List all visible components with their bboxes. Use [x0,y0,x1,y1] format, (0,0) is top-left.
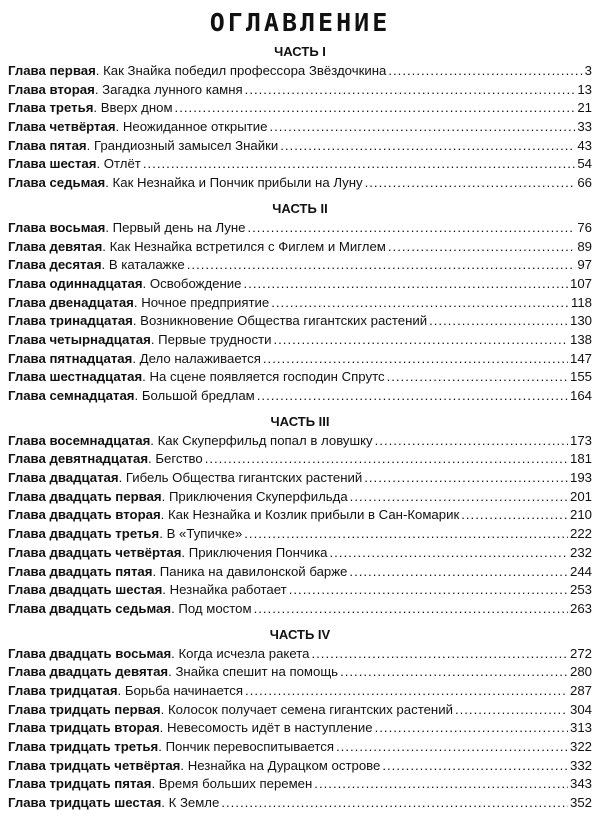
chapter-label: Глава тринадцатая [8,313,133,329]
chapter-label: Глава девятнадцатая [8,451,149,467]
page-number: 138 [569,331,592,347]
chapter-title: Колосок получает семена гигантских растений [167,701,453,717]
toc-entry[interactable] [8,275,592,294]
chapter-label: Глава двадцать девятая [8,664,169,680]
part-heading: ЧАСТЬ I [274,44,326,59]
page-number: 287 [569,682,592,698]
toc-entry[interactable] [8,682,592,701]
page-number: 222 [569,526,592,542]
chapter-title: Ночное предприятие [141,294,270,310]
label-separator: . [150,432,158,448]
label-separator: . [134,388,142,403]
toc-entry[interactable] [8,174,592,193]
label-separator: . [133,294,142,310]
chapter-label: Глава третья [8,100,94,116]
label-separator: . [161,795,169,811]
page-number: 343 [569,776,592,792]
toc-entry[interactable] [8,256,592,275]
toc-entry[interactable] [8,118,592,137]
label-separator: . [158,739,166,754]
toc-entry[interactable] [8,350,592,369]
page-number: 147 [569,350,592,366]
label-separator: . [95,63,104,78]
dot-leader [429,312,568,331]
chapter-label: Глава двадцать шестая [8,582,163,598]
chapter-label: Глава восьмая [8,219,106,235]
page-number: 118 [570,294,592,310]
chapter-title: Как Скуперфильд попал в ловушку [157,432,373,448]
page-number: 263 [569,600,592,616]
chapter-label: Глава двадцать вторая [8,507,161,523]
label-separator: . [93,100,101,116]
toc-body [8,42,592,813]
toc-entry[interactable] [8,663,592,682]
page-number: 332 [569,757,592,773]
page-number: 97 [577,257,592,273]
page-number: 280 [569,664,592,680]
chapter-title: Как Незнайка встретился с Фиглем и Миглем [109,238,386,254]
label-separator: . [171,600,179,616]
chapter-title: В «Тупичке» [166,526,243,542]
dot-leader [244,275,568,294]
toc-entry[interactable] [8,701,592,720]
label-separator: . [159,526,167,542]
toc-entry[interactable] [8,387,592,406]
toc-entry[interactable] [8,738,592,757]
chapter-title: Как Знайка победил профессора Звёздочкина [103,63,387,78]
page-number: 107 [569,275,592,291]
toc-entry[interactable] [8,775,592,794]
dot-leader [350,488,568,507]
label-separator: . [86,137,94,153]
chapter-label: Глава двадцатая [8,470,119,486]
label-separator: . [171,645,179,661]
chapter-title: Вверх дном [100,100,173,116]
chapter-title: Невесомость идёт в наступление [166,720,373,736]
page-number: 3 [584,63,592,78]
page-number: 76 [577,219,592,235]
chapter-title: Время больших перемен [158,776,313,792]
label-separator: . [180,757,188,773]
chapter-label: Глава тридцатая [8,682,118,698]
dot-leader [289,581,568,600]
chapter-title: Борьба начинается [124,682,244,698]
dot-leader [273,331,568,350]
toc-entry[interactable] [8,294,592,313]
dot-leader [330,544,568,563]
page-number: 33 [577,119,592,135]
label-separator: . [168,664,176,680]
chapter-title: Отлёт [103,156,141,172]
dot-leader [247,219,575,238]
dot-leader [375,432,568,451]
chapter-label: Глава двадцать первая [8,488,162,504]
chapter-label: Глава шестнадцатая [8,369,143,385]
label-separator: . [162,582,170,598]
toc-entry[interactable] [8,757,592,776]
label-separator: . [94,81,103,97]
label-separator: . [150,331,159,347]
dot-leader [245,682,568,701]
label-separator: . [142,275,150,291]
chapter-title: Первый день на Луне [112,219,246,235]
dot-leader [245,81,576,100]
page-number: 210 [569,507,592,523]
chapter-title: Гибель Общества гигантских растений [125,470,363,486]
page-number: 164 [569,388,592,403]
chapter-label: Глава двенадцатая [8,294,134,310]
chapter-label: Глава одиннадцатая [8,275,143,291]
chapter-title: Большой бредлам [141,388,255,403]
toc-entry[interactable] [8,155,592,174]
chapter-title: В каталажке [108,257,185,273]
chapter-label: Глава пятнадцатая [8,350,133,366]
label-separator: . [117,682,125,698]
page-number: 21 [577,100,592,116]
toc-entry[interactable] [8,432,592,451]
chapter-title: Как Незнайка и Козлик прибыли в Сан-Комарик [168,507,460,523]
chapter-label: Глава первая [8,63,96,78]
dot-leader [455,701,568,720]
chapter-label: Глава вторая [8,81,95,97]
dot-leader [244,525,568,544]
chapter-label: Глава двадцать восьмая [8,645,172,661]
page-number: 253 [569,582,592,598]
dot-leader [365,174,576,193]
page-number: 244 [569,563,592,579]
part-heading: ЧАСТЬ IV [269,626,331,642]
dot-leader [336,738,568,757]
chapter-label: Глава семнадцатая [8,388,135,403]
chapter-title: К Земле [168,795,220,811]
chapter-title: Когда исчезла ракета [178,645,310,661]
toc-entry[interactable] [8,219,592,238]
toc-entry[interactable] [8,81,592,100]
label-separator: . [160,507,168,523]
toc-entry[interactable] [8,469,592,488]
chapter-title: Загадка лунного камня [102,81,243,97]
label-separator: . [101,257,109,273]
chapter-label: Глава четырнадцатая [8,331,151,347]
dot-leader [271,294,569,313]
page-number: 173 [569,432,592,448]
toc-entry[interactable] [8,331,592,350]
chapter-title: Освобождение [149,275,242,291]
chapter-label: Глава четвёртая [8,119,116,135]
toc-entry[interactable] [8,99,592,118]
chapter-title: Бегство [155,451,203,467]
dot-leader [388,238,575,257]
page-number: 66 [577,175,592,191]
dot-leader [382,757,568,776]
dot-leader [143,155,575,174]
chapter-label: Глава двадцать пятая [8,563,153,579]
dot-leader [349,563,568,582]
dot-leader [461,506,568,525]
label-separator: . [132,350,140,366]
toc-entry[interactable] [8,312,592,331]
dot-leader [205,450,568,469]
dot-leader [340,663,568,682]
label-separator: . [132,313,141,329]
chapter-label: Глава седьмая [8,175,106,191]
toc-entry[interactable] [8,506,592,525]
chapter-title: Как Незнайка и Пончик прибыли на Луну [112,175,363,191]
page-title: ОГЛАВЛЕНИЕ [209,8,391,37]
toc-entry[interactable] [8,525,592,544]
page-number: 352 [569,795,592,811]
label-separator: . [152,563,160,579]
toc-entry[interactable] [8,645,592,664]
page-number: 313 [569,720,592,736]
dot-leader [387,368,568,387]
chapter-label: Глава двадцать четвёртая [8,544,182,560]
chapter-title: Неожиданное открытие [122,119,268,135]
dot-leader [269,118,575,137]
dot-leader [175,99,576,118]
chapter-title: Приключения Скуперфильда [168,488,348,504]
part-heading: ЧАСТЬ III [270,413,330,429]
chapter-label: Глава тридцать пятая [8,776,152,792]
chapter-label: Глава двадцать седьмая [8,600,172,616]
label-separator: . [181,544,189,560]
page-number: 304 [569,701,592,717]
label-separator: . [148,451,156,467]
page-number: 155 [569,369,592,385]
dot-leader [311,645,568,664]
toc-entry[interactable] [8,719,592,738]
chapter-label: Глава тридцать шестая [8,795,162,811]
label-separator: . [115,119,123,135]
chapter-label: Глава тридцать третья [8,739,159,754]
page-number: 13 [577,81,592,97]
page-number: 89 [577,238,592,254]
label-separator: . [102,238,110,254]
page-number: 54 [577,156,592,172]
chapter-label: Глава тридцать первая [8,701,161,717]
dot-leader [314,775,568,794]
label-separator: . [118,470,126,486]
toc-entry[interactable] [8,488,592,507]
label-separator: . [105,219,113,235]
toc-entry[interactable] [8,62,592,81]
chapter-label: Глава пятая [8,137,87,153]
toc-entry[interactable] [8,544,592,563]
chapter-title: Незнайка работает [169,582,287,598]
toc-entry[interactable] [8,600,592,619]
chapter-title: Дело налаживается [139,350,261,366]
toc-entry[interactable] [8,581,592,600]
dot-leader [257,387,568,406]
dot-leader [280,137,575,156]
page-number: 193 [569,470,592,486]
chapter-title: Пончик перевоспитывается [165,739,334,754]
chapter-label: Глава восемнадцатая [8,432,151,448]
dot-leader [254,600,568,619]
chapter-label: Глава тридцать вторая [8,720,160,736]
toc-entry[interactable] [8,238,592,257]
page-number: 322 [569,739,592,754]
chapter-label: Глава девятая [8,238,103,254]
label-separator: . [160,701,168,717]
page-number: 201 [569,488,592,504]
toc-entry[interactable] [8,563,592,582]
dot-leader [263,350,568,369]
chapter-title: Грандиозный замысел Знайки [93,137,279,153]
toc-entry[interactable] [8,137,592,156]
page-number: 181 [569,451,592,467]
chapter-label: Глава тридцать четвёртая [8,757,181,773]
page-number: 272 [569,645,592,661]
toc-entry[interactable] [8,794,592,813]
dot-leader [364,469,568,488]
chapter-label: Глава шестая [8,156,97,172]
chapter-title: Паника на давилонской барже [159,563,348,579]
chapter-title: На сцене появляется господин Спрутс [149,369,385,385]
dot-leader [375,719,568,738]
toc-entry[interactable] [8,368,592,387]
chapter-title: Знайка спешит на помощь [175,664,339,680]
toc-entry[interactable] [8,450,592,469]
dot-leader [187,256,576,275]
chapter-label: Глава десятая [8,257,102,273]
label-separator: . [96,156,104,172]
part-heading: ЧАСТЬ II [272,200,328,216]
chapter-title: Приключения Пончика [188,544,328,560]
dot-leader [221,794,568,813]
label-separator: . [142,369,150,385]
chapter-title: Под мостом [178,600,252,616]
page-number: 43 [577,137,592,153]
chapter-label: Глава двадцать третья [8,526,160,542]
label-separator: . [161,488,169,504]
label-separator: . [159,720,167,736]
label-separator: . [105,175,113,191]
chapter-title: Первые трудности [158,331,272,347]
chapter-title: Незнайка на Дурацком острове [187,757,381,773]
page-number: 130 [569,313,592,329]
label-separator: . [151,776,159,792]
page-number: 232 [569,544,592,560]
dot-leader [388,62,582,81]
chapter-title: Возникновение Общества гигантских растений [140,313,428,329]
